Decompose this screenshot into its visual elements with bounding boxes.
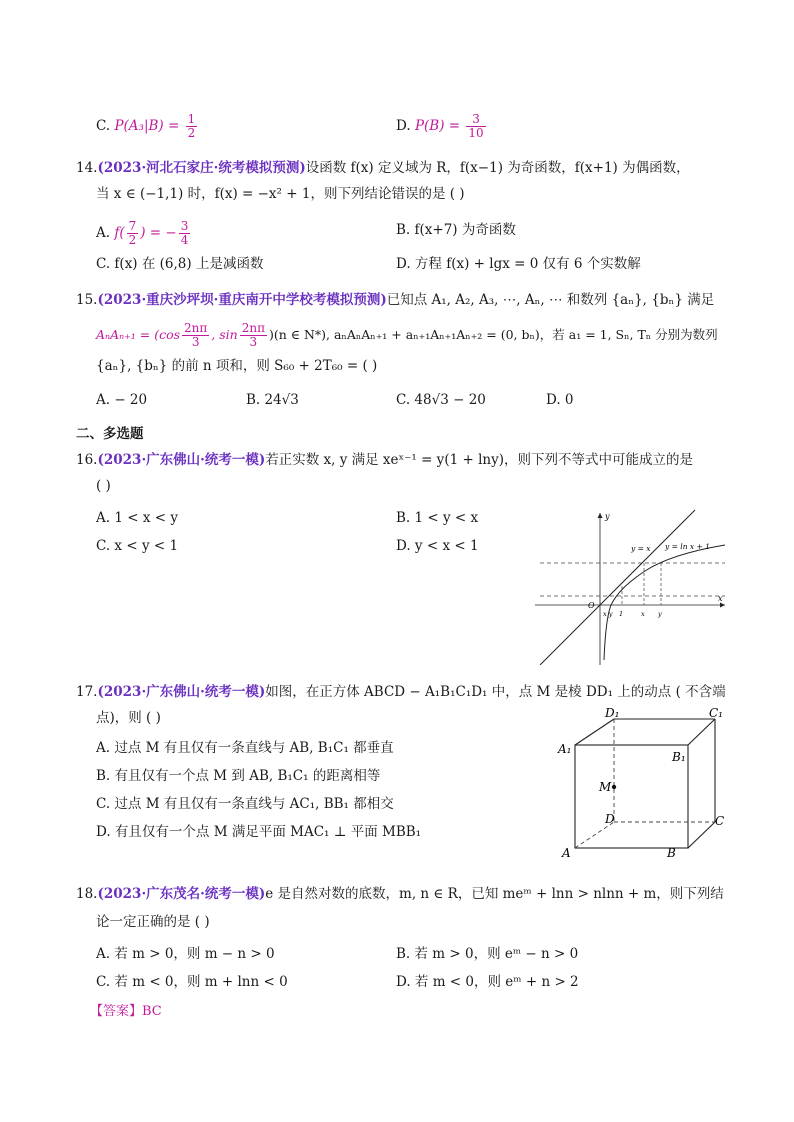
q15-option-c: C. 48√3 − 20: [396, 392, 486, 408]
q15-option-a: A. − 20: [96, 392, 148, 408]
curve-label: y = ln x + 1: [665, 542, 710, 551]
tick-label-1: 1: [619, 610, 624, 618]
q17-stem-line1: 17.(2023·广东佛山·统考一模)如图，在正方体 ABCD − A₁B₁C₁D₁ 中，点 M 是棱 DD₁ 上的动点 ( 不含端: [76, 684, 726, 700]
point-m: M: [599, 780, 612, 794]
q17-option-b: B. 有且仅有一个点 M 到 AB, B₁C₁ 的距离相等: [96, 768, 381, 784]
vertex-d: D: [605, 812, 615, 826]
q18-option-c: C. 若 m < 0，则 m + lnn < 0: [96, 974, 288, 990]
q17-option-a: A. 过点 M 有且仅有一条直线与 AB, B₁C₁ 都垂直: [96, 740, 394, 756]
q18-answer: 【答案】BC: [90, 1004, 162, 1019]
vertex-c1: C₁: [709, 706, 723, 720]
x-axis-label: x: [718, 594, 723, 603]
q18-stem-line1: 18.(2023·广东茂名·统考一模)e 是自然对数的底数，m, n ∈ R，已知 meᵐ + lnn > nlnn + m，则下列结: [76, 886, 724, 902]
origin-label: O: [588, 601, 595, 610]
tick-label-xy: x y: [603, 610, 613, 618]
q15-stem-line2: AₙAₙ₊₁ = (cos $\frac{2n\pi}{3}$ , sin $\frac{2n\pi}{3}$ )(n ∈ N*), aₙAₙAₙ₊₁ + aₙ₊₁Aₙ₊₁Aₙ₊₂ = (0, bₙ)，若 a₁ = 1, Sₙ, Tₙ 分别为数列: [96, 321, 718, 349]
q16-option-b: B. 1 < y < x: [396, 510, 479, 526]
q17-cube-figure: [555, 705, 735, 865]
vertex-b1: B₁: [672, 750, 686, 764]
q16-stem-line1: 16.(2023·广东佛山·统考一模)若正实数 x, y 满足 xeˣ⁻¹ = y(1 + lny)，则下列不等式中可能成立的是: [76, 452, 693, 468]
q14-option-b: B. f(x+7) 为奇函数: [396, 222, 516, 238]
vertex-b: B: [667, 846, 676, 860]
vertex-a1: A₁: [558, 742, 572, 756]
q16-option-a: A. 1 < x < y: [96, 510, 178, 526]
vertex-d1: D₁: [605, 706, 620, 720]
q14-option-a: A. f( $\frac{7}{2}$ ) = − $\frac{3}{4}$: [96, 219, 189, 247]
q16-stem-line2: ( ): [96, 478, 111, 494]
q17-option-d: D. 有且仅有一个点 M 满足平面 MAC₁ ⊥ 平面 MBB₁: [96, 824, 422, 840]
q17-option-c: C. 过点 M 有且仅有一条直线与 AC₁, BB₁ 都相交: [96, 796, 394, 812]
vertex-c: C: [715, 814, 725, 828]
q16-option-c: C. x < y < 1: [96, 538, 179, 554]
section-heading-multi-choice: 二、多选题: [76, 426, 144, 442]
q15-stem-line3: {aₙ}, {bₙ} 的前 n 项和，则 S₆₀ + 2T₆₀ = ( ): [96, 358, 378, 374]
q18-stem-line2: 论一定正确的是 ( ): [96, 914, 210, 930]
tick-label-y: y: [658, 610, 662, 618]
q15-stem-line1: 15.(2023·重庆沙坪坝·重庆南开中学校考模拟预测)已知点 A₁, A₂, A₃, ⋯, Aₙ, ⋯ 和数列 {aₙ}, {bₙ} 满足: [76, 292, 715, 308]
q18-option-d: D. 若 m < 0，则 eᵐ + n > 2: [396, 974, 579, 990]
q13-option-c: C. P(A₃|B) = $\frac{1}{2}$: [96, 112, 196, 140]
q13-option-d: D. P(B) = $\frac{3}{10}$: [396, 112, 484, 140]
q16-option-d: D. y < x < 1: [396, 538, 479, 554]
q18-option-a: A. 若 m > 0，则 m − n > 0: [96, 946, 275, 962]
q14-stem-line2: 当 x ∈ (−1,1) 时，f(x) = −x² + 1，则下列结论错误的是 ( ): [96, 186, 465, 202]
q16-function-graph: [535, 505, 730, 665]
tick-label-x: x: [641, 610, 645, 618]
q18-option-b: B. 若 m > 0，则 eᵐ − n > 0: [396, 946, 579, 962]
vertex-a: A: [562, 846, 571, 860]
line-label: y = x: [631, 544, 651, 553]
q15-option-b: B. 24√3: [246, 392, 299, 408]
q17-stem-line2: 点)，则 ( ): [96, 710, 161, 726]
q14-option-d: D. 方程 f(x) + lgx = 0 仅有 6 个实数解: [396, 256, 641, 272]
q14-option-c: C. f(x) 在 (6,8) 上是减函数: [96, 256, 264, 272]
y-axis-label: y: [605, 512, 610, 521]
q14-stem-line1: 14.(2023·河北石家庄·统考模拟预测)设函数 f(x) 定义域为 R，f(x−1) 为奇函数，f(x+1) 为偶函数，: [76, 160, 690, 176]
q15-option-d: D. 0: [546, 392, 574, 408]
